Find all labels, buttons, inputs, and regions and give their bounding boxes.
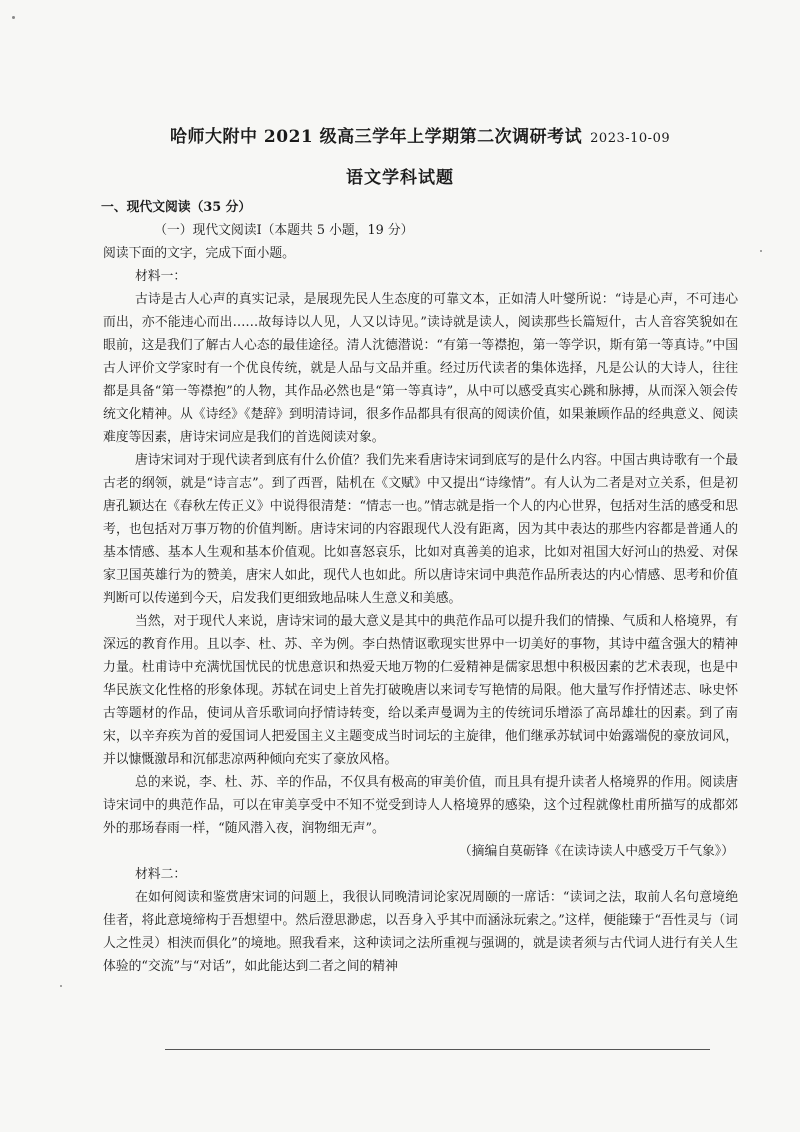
subsection-heading: （一）现代文阅读Ⅰ（本题共 5 小题，19 分） xyxy=(154,223,414,238)
exam-title-text: 哈师大附中 2021 级高三学年上学期第二次调研考试 xyxy=(170,127,583,147)
scan-speck xyxy=(12,16,15,19)
footer-divider xyxy=(165,1049,710,1050)
exam-title xyxy=(170,122,730,147)
material-1-paragraph: 当然，对于现代人来说，唐诗宋词的最大意义是其中的典范作品可以提升我们的情操、气质和人格境界，有深远的教育作用。且以李、杜、苏、辛为例。李白热情讴歌现实世界中一切美好的事物，其诗中蕴含强大的精神力量。杜甫诗中充满忧国忧民的忧患意识和热爱天地万物的仁爱精神是儒家思想中积极因素的艺术表现，也是中华民族文化性格的形象体现。苏轼在词史上首先打破晚唐以来词专写艳情的局限。他大量写作抒情述志、咏史怀古等题材的作品，使词从音乐歌词向抒情诗转变，给以柔声曼调为主的传统词乐增添了高昂雄壮的因素。到了南宋，以辛弃疾为首的爱国词人把爱国主义主题变成当时词坛的主旋律，他们继承苏轼词中始露端倪的豪放词风，并以慷慨激昂和沉郁悲凉两种倾向充实了豪放风格。 xyxy=(103,614,738,767)
material-2-label: 材料二： xyxy=(135,867,187,882)
material-1-label: 材料一： xyxy=(135,269,187,284)
section-heading: 一、现代文阅读（35 分） xyxy=(101,200,252,215)
reading-passage xyxy=(103,196,738,978)
material-1-paragraph: 古诗是古人心声的真实记录，是展现先民人生态度的可靠文本，正如清人叶燮所说：“诗是心声，不可违心而出，亦不能违心而出……故每诗以人见，人又以诗见。”读诗就是读人，阅读那些长篇短什，古人音容笑貌如在眼前，这是我们了解古人心态的最佳途径。清人沈德潜说：“有第一等襟抱，第一等学识，斯有第一等真诗。”中国古人评价文学家时有一个优良传统，就是人品与文品并重。经过历代读者的集体选择，凡是公认的大诗人，往往都是具备“第一等襟抱”的人物，其作品必然也是“第一等真诗”，从中可以感受真实心跳和脉搏，从而深入领会传统文化精神。从《诗经》《楚辞》到明清诗词，很多作品都具有很高的阅读价值，如果兼顾作品的经典意义、阅读难度等因素，唐诗宋词应是我们的首选阅读对象。 xyxy=(103,292,738,445)
material-1-source: （摘编自莫砺锋《在读诗读人中感受万千气象》） xyxy=(458,844,734,859)
material-1-paragraph: 唐诗宋词对于现代读者到底有什么价值？我们先来看唐诗宋词到底写的是什么内容。中国古典诗歌有一个最古老的纲领，就是“诗言志”。到了西晋，陆机在《文赋》中又提出“诗缘情”。有人认为二者是对立关系，但是初唐孔颖达在《春秋左传正义》中说得很清楚：“情志一也。”情志就是指一个人的内心世界，包括对生活的感受和思考，也包括对万事万物的价值判断。唐诗宋词的内容跟现代人没有距离，因为其中表达的那些内容都是普通人的基本情感、基本人生观和基本价值观。比如喜怒哀乐，比如对真善美的追求，比如对祖国大好河山的热爱、对保家卫国英雄行为的赞美，唐宋人如此，现代人也如此。所以唐诗宋词中典范作品所表达的内心情感、思考和价值判断可以传递到今天，启发我们更细致地品味人生意义和美感。 xyxy=(103,453,738,606)
scan-speck xyxy=(60,985,62,987)
subject-title: 语文学科试题 xyxy=(346,168,454,188)
exam-date: 2023-10-09 xyxy=(590,131,671,146)
material-2-paragraph: 在如何阅读和鉴赏唐宋词的问题上，我很认同晚清词论家况周颐的一席话：“读词之法，取前人名句意境绝佳者，将此意境缔构于吾想望中。然后澄思渺虑，以吾身入乎其中而涵泳玩索之。”这样，便能臻于“吾性灵与（词人之性灵）相浃而俱化”的境地。照我看来，这种读词之法所重视与强调的，就是读者须与古代词人进行有关人生体验的“交流”与“对话”，如此能达到二者之间的精神 xyxy=(103,890,738,974)
material-1-paragraph: 总的来说，李、杜、苏、辛的作品，不仅具有极高的审美价值，而且具有提升读者人格境界的作用。阅读唐诗宋词中的典范作品，可以在审美享受中不知不觉受到诗人人格境界的感染，这个过程就像杜甫所描写的成都郊外的那场春雨一样，“随风潜入夜，润物细无声”。 xyxy=(103,775,738,836)
reading-instruction: 阅读下面的文字，完成下面小题。 xyxy=(103,246,295,261)
scan-speck xyxy=(760,250,762,252)
